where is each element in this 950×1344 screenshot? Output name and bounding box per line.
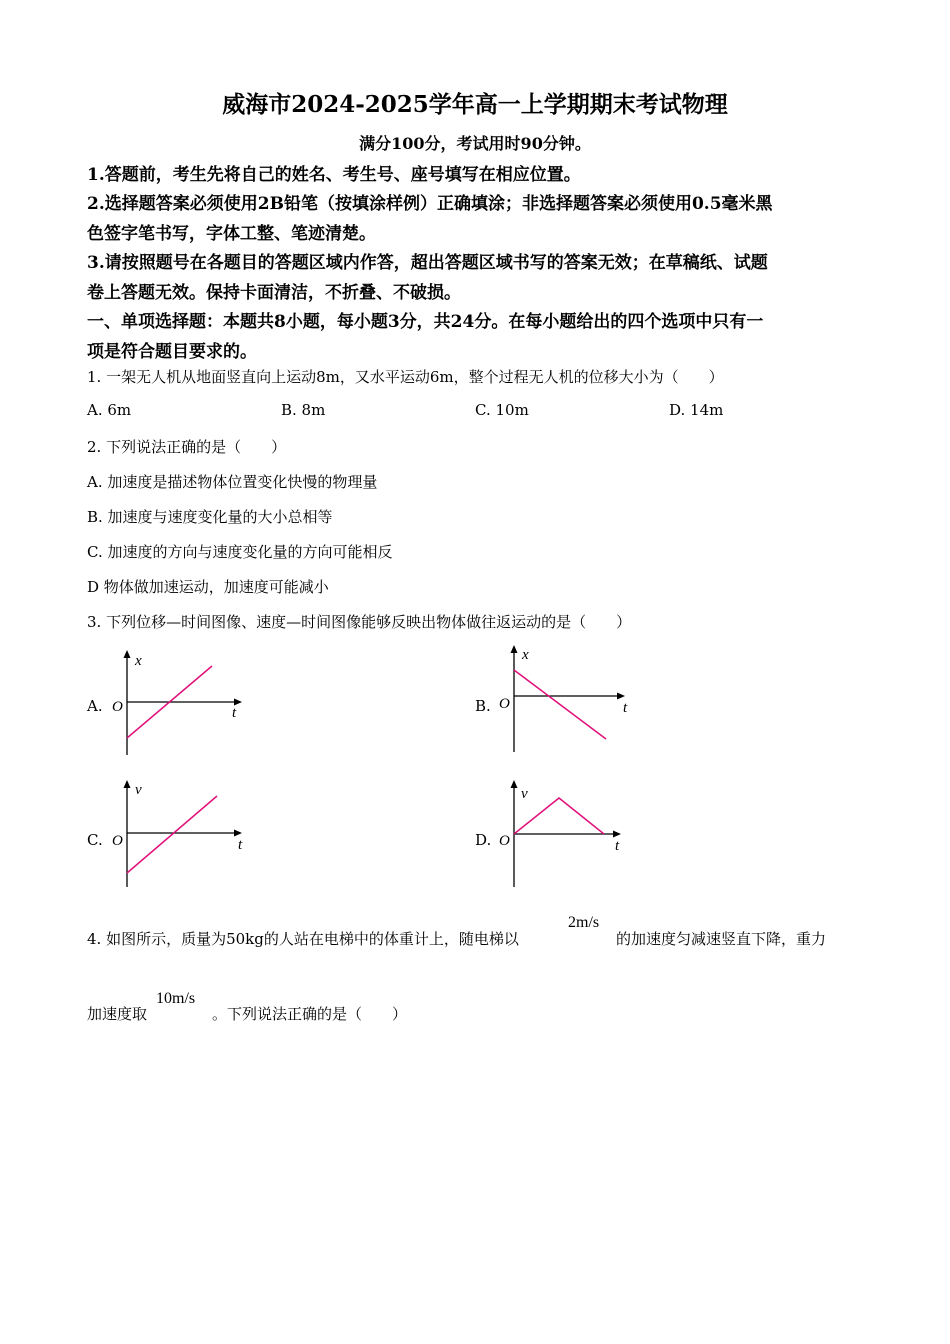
q2-option-d: D 物体做加速运动，加速度可能减小	[87, 578, 329, 596]
q3-graph-d	[497, 775, 647, 893]
q3-graph-c-label: C.	[87, 831, 103, 849]
q4-stem-part3: 加速度取	[87, 1005, 148, 1023]
graph-b-y-label: x	[522, 647, 529, 663]
graph-b-line	[514, 670, 606, 739]
q4-gravity-unit: 10m/s	[156, 990, 196, 1007]
q4-stem-part1: 4. 如图所示，质量为50kg的人站在电梯中的体重计上，随电梯以	[87, 930, 519, 948]
q3-graph-a-label: A.	[87, 697, 103, 715]
q4-stem-part4: 。下列说法正确的是（ ）	[212, 1005, 408, 1023]
graph-a-y-label: x	[135, 653, 142, 669]
instruction-3-cont: 卷上答题无效。保持卡面清洁，不折叠、不破损。	[87, 283, 461, 303]
graph-a-origin: O	[112, 699, 123, 715]
q1-option-c: C. 10m	[475, 401, 529, 419]
q3-graph-c	[110, 775, 260, 893]
graph-b-origin: O	[499, 696, 510, 712]
instruction-3: 3.请按照题号在各题目的答题区域内作答，超出答题区域书写的答案无效；在草稿纸、试题	[87, 253, 768, 273]
graph-c-y-label: v	[135, 782, 142, 798]
section-heading: 一、单项选择题：本题共8小题，每小题3分，共24分。在每小题给出的四个选项中只有一	[87, 312, 764, 332]
q2-option-b: B. 加速度与速度变化量的大小总相等	[87, 508, 333, 526]
graph-c-t-label: t	[238, 837, 243, 853]
q4-stem-part2: 的加速度匀减速竖直下降，重力	[616, 930, 827, 948]
q3-graph-d-label: D.	[475, 831, 492, 849]
instruction-2: 2.选择题答案必须使用2B铅笔（按填涂样例）正确填涂；非选择题答案必须使用0.5毫米黑	[87, 194, 773, 214]
section-heading-cont: 项是符合题目要求的。	[87, 342, 257, 362]
q2-stem: 2. 下列说法正确的是（ ）	[87, 438, 287, 456]
page-subtitle: 满分100分，考试用时90分钟。	[359, 134, 591, 153]
q1-option-d: D. 14m	[669, 401, 724, 419]
instruction-1: 1.答题前，考生先将自己的姓名、考生号、座号填写在相应位置。	[87, 165, 581, 185]
graph-a-t-label: t	[232, 705, 237, 721]
q4-acceleration-unit: 2m/s	[568, 914, 600, 931]
graph-c-line	[127, 796, 217, 873]
page-title: 威海市2024-2025学年高一上学期期末考试物理	[222, 91, 728, 118]
q2-option-c: C. 加速度的方向与速度变化量的方向可能相反	[87, 543, 393, 561]
q3-graph-a	[110, 645, 260, 765]
graph-b-t-label: t	[623, 700, 628, 716]
instruction-2-cont: 色签字笔书写，字体工整、笔迹清楚。	[87, 224, 376, 244]
graph-d-line	[514, 798, 604, 834]
q2-option-a: A. 加速度是描述物体位置变化快慢的物理量	[87, 473, 378, 491]
graph-d-origin: O	[499, 833, 510, 849]
q1-stem: 1. 一架无人机从地面竖直向上运动8m，又水平运动6m，整个过程无人机的位移大小为（ ）	[87, 368, 724, 386]
q1-option-b: B. 8m	[281, 401, 326, 419]
q3-graph-b-label: B.	[475, 697, 491, 715]
graph-c-origin: O	[112, 833, 123, 849]
graph-d-t-label: t	[615, 838, 620, 854]
q3-graph-b	[497, 640, 647, 760]
q1-option-a: A. 6m	[87, 401, 132, 419]
q3-stem: 3. 下列位移—时间图像、速度—时间图像能够反映出物体做往返运动的是（ ）	[87, 613, 632, 631]
graph-d-y-label: v	[521, 786, 528, 802]
